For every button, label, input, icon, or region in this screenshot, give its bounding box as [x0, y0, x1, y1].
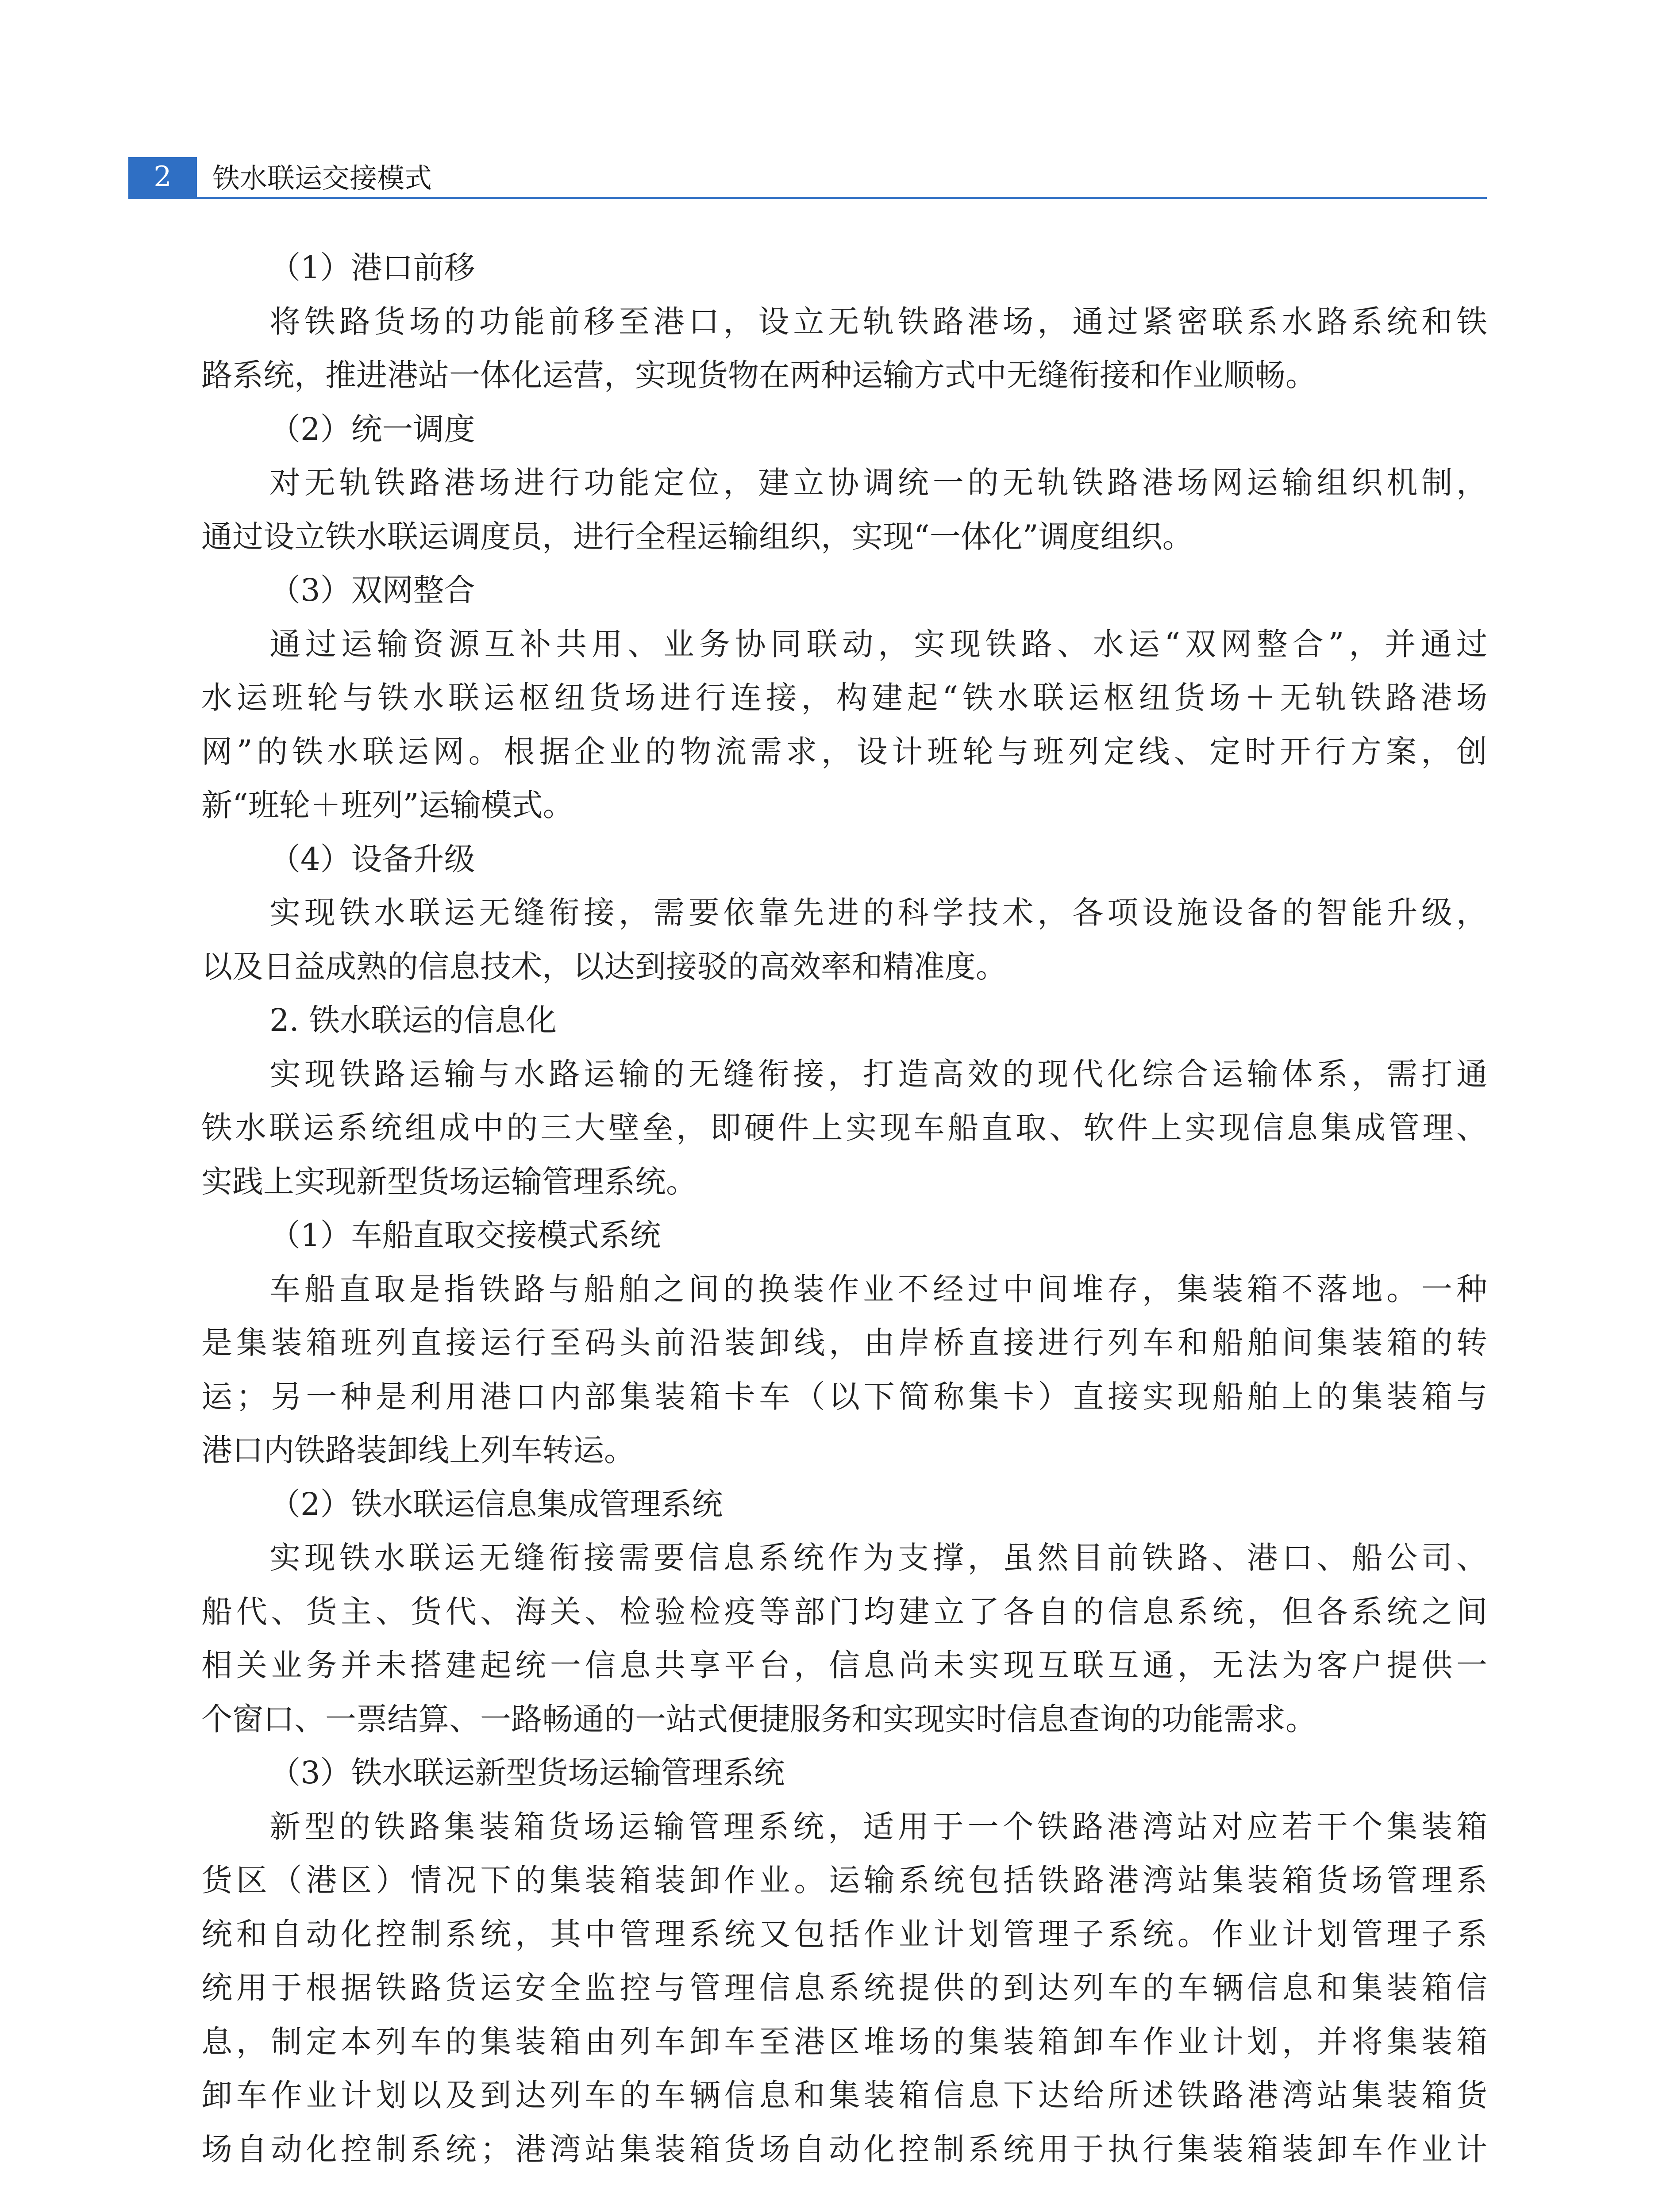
text-line: 2. 铁水联运的信息化 [269, 1002, 557, 1038]
text-line: （4）设备升级 [269, 841, 475, 877]
text-line: 实现铁路运输与水路运输的无缝衔接，打造高效的现代化综合运输体系，需打通 [269, 1056, 1487, 1092]
text-line: 铁水联运系统组成中的三大壁垒，即硬件上实现车船直取、软件上实现信息集成管理、 [201, 1110, 1487, 1146]
text-line: 统用于根据铁路货运安全监控与管理信息系统提供的到达列车的车辆信息和集装箱信 [201, 1970, 1487, 2006]
text-line: 通过设立铁水联运调度员，进行全程运输组织，实现“一体化”调度组织。 [201, 518, 1193, 555]
page-number-badge: 2 [128, 157, 197, 197]
text-line: 水运班轮与铁水联运枢纽货场进行连接，构建起“铁水联运枢纽货场＋无轨铁路港场 [201, 680, 1487, 716]
text-line: 个窗口、一票结算、一路畅通的一站式便捷服务和实现实时信息查询的功能需求。 [201, 1701, 1316, 1737]
text-line: 车船直取是指铁路与船舶之间的换装作业不经过中间堆存，集装箱不落地。一种 [269, 1271, 1487, 1307]
text-line: （1）港口前移 [269, 250, 475, 286]
text-line: 对无轨铁路港场进行功能定位，建立协调统一的无轨铁路港场网运输组织机制， [269, 465, 1487, 501]
text-line: 运；另一种是利用港口内部集装箱卡车（以下简称集卡）直接实现船舶上的集装箱与 [201, 1378, 1487, 1415]
text-line: 船代、货主、货代、海关、检验检疫等部门均建立了各自的信息系统，但各系统之间 [201, 1593, 1487, 1630]
text-line: 通过运输资源互补共用、业务协同联动，实现铁路、水运“双网整合”，并通过 [269, 626, 1487, 662]
text-line: 卸车作业计划以及到达列车的车辆信息和集装箱信息下达给所述铁路港湾站集装箱货 [201, 2077, 1487, 2113]
header-rule [128, 197, 1487, 199]
text-line: （3）双网整合 [269, 572, 475, 608]
text-line: 路系统，推进港站一体化运营，实现货物在两种运输方式中无缝衔接和作业顺畅。 [201, 357, 1316, 393]
text-line: 新“班轮＋班列”运输模式。 [201, 787, 574, 823]
running-title: 铁水联运交接模式 [212, 162, 432, 194]
body-text [201, 241, 1487, 2176]
page-header [128, 157, 1487, 197]
text-line: （3）铁水联运新型货场运输管理系统 [269, 1755, 785, 1791]
text-line: 港口内铁路装卸线上列车转运。 [201, 1432, 635, 1468]
text-line: 相关业务并未搭建起统一信息共享平台，信息尚未实现互联互通，无法为客户提供一 [201, 1647, 1487, 1683]
text-line: 息，制定本列车的集装箱由列车卸车至港区堆场的集装箱卸车作业计划，并将集装箱 [201, 2023, 1487, 2060]
text-line: 统和自动化控制系统，其中管理系统又包括作业计划管理子系统。作业计划管理子系 [201, 1916, 1487, 1952]
text-line: 网”的铁水联运网。根据企业的物流需求，设计班轮与班列定线、定时开行方案，创 [201, 733, 1487, 770]
text-line: 新型的铁路集装箱货场运输管理系统，适用于一个铁路港湾站对应若干个集装箱 [269, 1808, 1487, 1845]
text-line: （2）统一调度 [269, 411, 475, 447]
text-line: 货区（港区）情况下的集装箱装卸作业。运输系统包括铁路港湾站集装箱货场管理系 [201, 1862, 1487, 1898]
text-line: 实现铁水联运无缝衔接需要信息系统作为支撑，虽然目前铁路、港口、船公司、 [269, 1540, 1487, 1576]
text-line: （1）车船直取交接模式系统 [269, 1217, 661, 1253]
text-line: 将铁路货场的功能前移至港口，设立无轨铁路港场，通过紧密联系水路系统和铁 [269, 303, 1487, 340]
text-line: 场自动化控制系统；港湾站集装箱货场自动化控制系统用于执行集装箱装卸车作业计 [201, 2131, 1487, 2167]
text-line: 实践上实现新型货场运输管理系统。 [201, 1163, 697, 1200]
text-line: 实现铁水联运无缝衔接，需要依靠先进的科学技术，各项设施设备的智能升级， [269, 895, 1487, 931]
text-line: 以及日益成熟的信息技术，以达到接驳的高效率和精准度。 [201, 948, 1007, 985]
text-line: 是集装箱班列直接运行至码头前沿装卸线，由岸桥直接进行列车和船舶间集装箱的转 [201, 1325, 1487, 1361]
text-line: （2）铁水联运信息集成管理系统 [269, 1486, 723, 1522]
